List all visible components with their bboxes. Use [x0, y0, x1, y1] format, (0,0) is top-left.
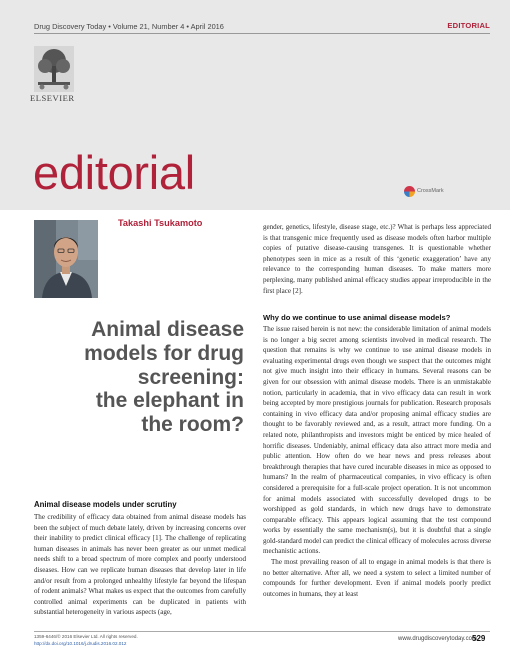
journal-line: Drug Discovery Today • Volume 21, Number 4 • April 2016: [34, 22, 224, 31]
left-column-body: [34, 512, 246, 618]
article-title: [34, 318, 244, 437]
article-type-heading: editorial: [33, 146, 195, 199]
title-line: Animal disease: [91, 318, 244, 341]
elsevier-tree-icon: [34, 46, 74, 92]
page-number: 529: [472, 634, 486, 643]
title-line: screening:: [137, 365, 244, 389]
body-paragraph: The credibility of efficacy data obtained from animal disease models has been the subject of much debate lately, driven by increasing concerns over their inability to predict clinical efficacy [1]. The challenge of replicating human diseases in animals has never been greater as our unmet medical needs shift to a broad spectrum of more complex and poorly understood diseases. How can we replicate human diseases that develop later in life and/or result from a prolonged unhealthy lifestyle far beyond the lifespan of rodent animals? What makes us expect that the outcomes from carefully controlled animal experiments can be duplicated in patients with substantial heterogeneity in various aspects (age,: [34, 513, 246, 617]
footer-rule: [34, 631, 490, 632]
body-paragraph: gender, genetics, lifestyle, disease stage, etc.)? What is perhaps less appreciated is that transgenic mice frequently used as disease models often harbor multiple copies of putative disease-causing transgenes. It is questionable whether phenotypes seen in mice as a result of this ‘genetic exaggeration’ have any relevance to the corresponding human diseases. To make matters more perplexing, many published animal efficacy studies appear irreproducible in the first place [2].: [263, 223, 491, 295]
crossmark-icon: [404, 186, 415, 197]
body-paragraph: The most prevailing reason of all to engage in animal models is that there is no better alternative. After all, we need a system to select a limited number of compounds for further development. Even if animal models poorly predict outcomes in humans, they at least: [263, 558, 491, 598]
body-paragraph: The issue raised herein is not new: the considerable limitation of animal models is no longer a big secret among scientists involved in medical research. The question that remains is why we continue to use animal disease models in evaluating experimental drugs even though we suspect that the outcomes might not give much insight into their efficacy in humans. Several reasons can be given for our obsession with animal disease models. There is an unmistakable notion, particularly in academia, that in vivo efficacy data can result in work being accepted by more prestigious journals for publication. Research proposals containing in vivo efficacy data and/or proposing animal efficacy studies are thought to be favorably reviewed and, as a result, attract more funding. On a related note, philanthropists and investors might be enticed by mice healed of horrific diseases. Undeniably, animal efficacy data also attract more media and public attention. How often do we hear news and press releases about breakthrough therapies that have cured incurable diseases in mice as opposed to humans? In the realm of pharmaceutical companies, in vivo efficacy is often considered a prerequisite for a full-scale project operation. It is not uncommon for animal models associated with successfully developed drugs to be worshipped as gold standards, in which new drugs have to demonstrate comparable efficacy. This appears logical assuming that the test compound works by essentially the same mechanism(s), but it is doubtful that a single gold-standard model can predict the clinical efficacy of molecules across diverse mechanistic actions.: [263, 325, 491, 556]
right-column-body: [263, 324, 491, 599]
footer-issn: 1359-6446/© 2016 Elsevier Ltd. All rights reserved.: [34, 634, 138, 639]
section-heading-why: Why do we continue to use animal disease models?: [263, 313, 451, 322]
title-line: the room?: [141, 413, 244, 437]
crossmark-link[interactable]: [404, 185, 454, 199]
author-name: Takashi Tsukamoto: [118, 218, 203, 228]
title-line: models for drug: [84, 341, 244, 365]
footer-doi-link[interactable]: http://dx.doi.org/10.1016/j.drudis.2016.02.012: [34, 641, 127, 646]
title-line: the elephant in: [95, 389, 244, 413]
footer-website-link[interactable]: www.drugdiscoverytoday.com: [398, 636, 477, 642]
publisher-name: ELSEVIER: [30, 93, 75, 103]
crossmark-label: CrossMark: [417, 188, 444, 194]
section-label: EDITORIAL: [447, 21, 490, 30]
section-heading-scrutiny: Animal disease models under scrutiny: [34, 500, 177, 509]
right-column-intro: [263, 222, 491, 296]
author-photo: [34, 220, 98, 298]
header-rule: [34, 33, 490, 34]
